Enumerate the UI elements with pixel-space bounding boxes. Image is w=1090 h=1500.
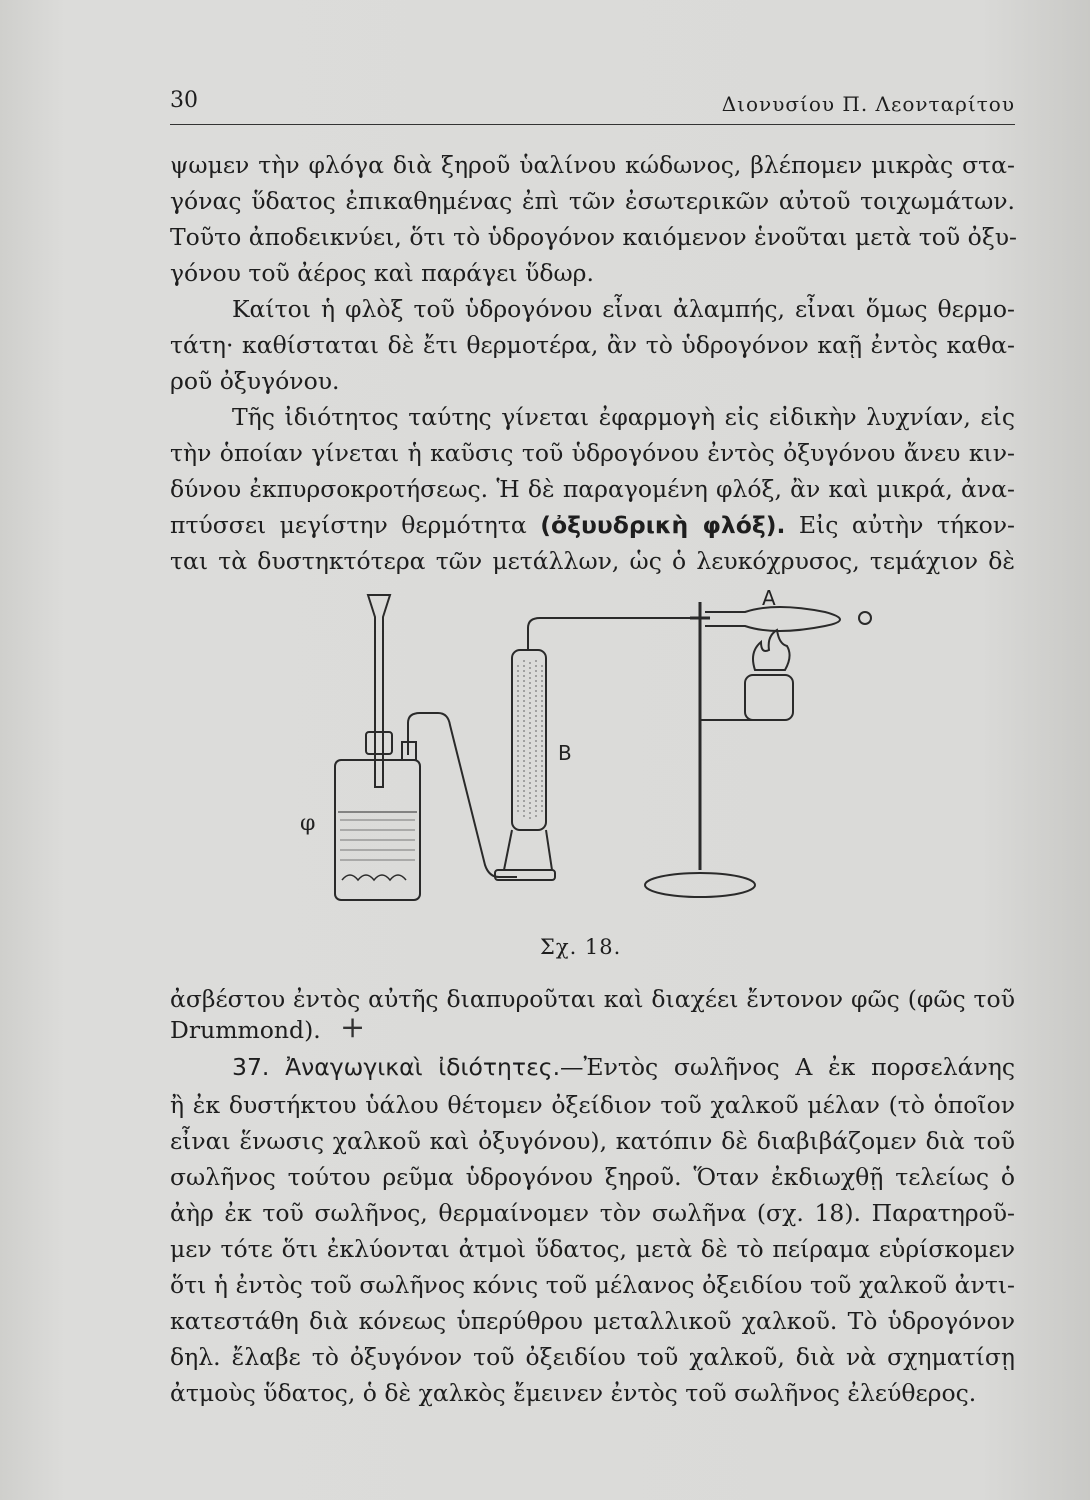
connecting-tube [528,618,705,650]
text-line: μεν τότε ὅτι ἐκλύονται ἀτμοὶ ὕδατος, μετὰ δὲ τὸ πείραμα εὑρίσκομεν [170,1235,1015,1263]
thistle-funnel [368,595,390,787]
zinc-pieces [342,875,406,880]
text-line: κατεστάθη διὰ κόνεως ὑπερύθρου μεταλλικοῦ χαλκοῦ. Τὸ ὑδρογόνον [170,1307,1015,1335]
text-line: εἶναι ἕνωσις χαλκοῦ καὶ ὀξυγόνου), κατόπιν δὲ διαβιβάζομεν διὰ τοῦ [170,1127,1015,1155]
funnel-stopper [366,732,392,754]
running-head: Διονυσίου Π. Λεονταρίτου [721,92,1015,116]
text-line: Τοῦτο ἀποδεικνύει, ὅτι τὸ ὑδρογόνον καιόμενον ἑνοῦται μετὰ τοῦ ὀξυ- [170,223,1017,251]
text-line: ἢ ἐκ δυστήκτου ὑάλου θέτομεν ὀξείδιον τοῦ χαλκοῦ μέλαν (τὸ ὁποῖον [170,1091,1015,1119]
text-line: ροῦ ὀξυγόνου. [170,367,340,395]
text-line: τάτη· καθίσταται δὲ ἔτι θερμοτέρα, ἂν τὸ ὑδρογόνον καῇ ἐντὸς καθα- [170,331,1015,359]
term-oxyhydrogen-flame: (ὀξυυδρικὴ φλόξ). [540,511,786,539]
label-phi: φ [300,811,316,836]
delivery-tube [408,713,517,877]
figure-caption: Σχ. 18. [540,935,622,959]
text-line: Τῆς ἰδιότητος ταύτης γίνεται ἐφαρμογὴ εἰς εἰδικὴν λυχνίαν, εἰς [232,403,1015,431]
text-line: δηλ. ἔλαβε τὸ ὀξυγόνον τοῦ ὀξειδίου τοῦ χαλκοῦ, διὰ νὰ σχηματίσῃ [170,1343,1015,1371]
text-line: τὴν ὁποίαν γίνεται ἡ καῦσις τοῦ ὑδρογόνου ἐντὸς ὀξυγόνου ἄνευ κιν- [170,439,1015,467]
header-rule [170,124,1015,125]
text-run: πτύσσει μεγίστην θερμότητα [170,511,541,539]
label-a: A [762,590,776,610]
apparatus-figure [300,590,890,920]
combustion-tube [705,607,840,631]
text-line: Drummond). [170,1016,321,1044]
page-number: 30 [170,88,198,113]
text-line: σωλῆνος τούτου ρεῦμα ὑδρογόνου ξηροῦ. Ὅταν ἐκδιωχθῇ τελείως ὁ [170,1163,1015,1191]
text-run: —Ἐντὸς σωλῆνος Α ἐκ πορσελάνης [560,1053,1015,1081]
drying-agent [518,660,542,820]
text-line: ἀὴρ ἐκ τοῦ σωλῆνος, θερμαίνομεν τὸν σωλῆνα (σχ. 18). Παρατηροῦ- [170,1199,1015,1227]
flame [753,630,790,670]
tube-outlet [859,612,871,624]
column-base [504,830,552,870]
alcohol-lamp [745,675,793,720]
section-heading: 37. Ἀναγωγικαὶ ἰδιότητες. [232,1053,561,1081]
text-line: γόνου τοῦ ἀέρος καὶ παράγει ὕδωρ. [170,259,594,287]
text-line: ἀτμοὺς ὕδατος, ὁ δὲ χαλκὸς ἔμεινεν ἐντὸς τοῦ σωλῆνος ἐλεύθερος. [170,1379,977,1407]
text-line: ψωμεν τὴν φλόγα διὰ ξηροῦ ὑαλίνου κώδωνος, βλέπομεν μικρὰς στα- [170,151,1015,179]
text-line: ται τὰ δυστηκτότερα τῶν μετάλλων, ὡς ὁ λευκόχρυσος, τεμάχιον δὲ [170,547,1015,575]
section-first-line [232,1052,1015,1082]
text-line [170,510,1015,540]
column-foot [495,870,555,880]
page-header [170,88,1015,122]
text-line: γόνας ὕδατος ἐπικαθημένας ἐπὶ τῶν ἐσωτερικῶν αὐτοῦ τοιχωμάτων. [170,187,1015,215]
text-line: δύνου ἐκπυρσοκροτήσεως. Ἡ δὲ παραγομένη φλόξ, ἂν καὶ μικρά, ἀνα- [170,475,1015,503]
handwritten-mark: + [340,1010,366,1045]
stand-base [645,873,755,897]
text-line: Καίτοι ἡ φλὸξ τοῦ ὑδρογόνου εἶναι ἀλαμπής, εἶναι ὅμως θερμο- [232,295,1015,323]
liquid-hatching [340,820,415,860]
text-line: ἀσβέστου ἐντὸς αὐτῆς διαπυροῦται καὶ διαχέει ἔντονον φῶς (φῶς τοῦ [170,985,1015,1013]
drying-column [512,650,546,830]
text-line: ὅτι ἡ ἐντὸς τοῦ σωλῆνος κόνις τοῦ μέλανος ὀξειδίου τοῦ χαλκοῦ ἀντι- [170,1271,1015,1299]
text-run: Εἰς αὐτὴν τήκον- [785,511,1015,539]
label-b: B [558,741,572,765]
